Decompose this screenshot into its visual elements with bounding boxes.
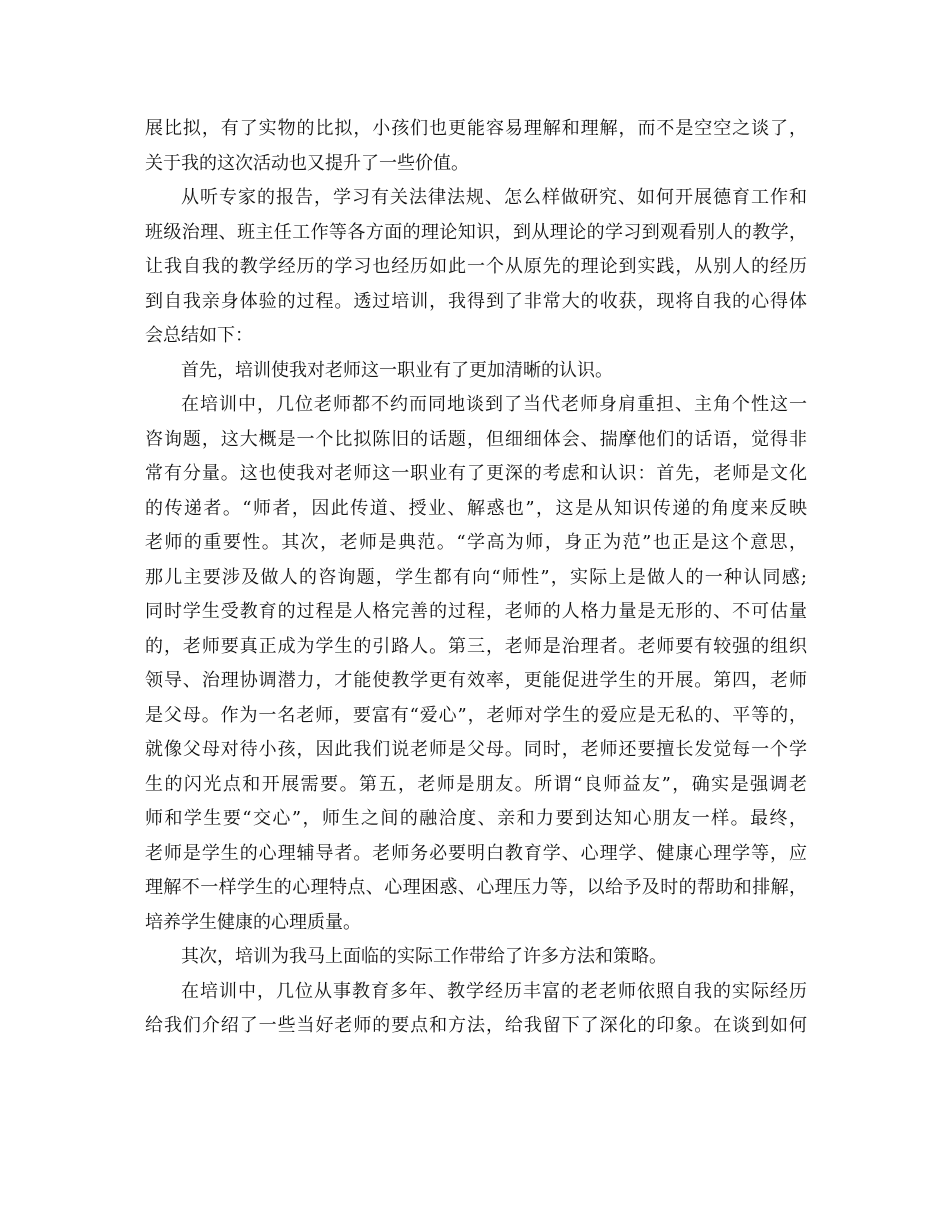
text-line: 领导、治理协调潜力，才能使教学更有效率，更能促进学生的开展。第四，老师	[145, 670, 807, 691]
text-line: 咨询题，这大概是一个比拟陈旧的话题，但细细体会、揣摩他们的话语，觉得非	[145, 428, 807, 450]
text-line: 的，老师要真正成为学生的引路人。第三，老师是治理者。老师要有较强的组织	[145, 635, 807, 657]
text-line: 展比拟，有了实物的比拟，小孩们也更能容易理解和理解，而不是空空之谈了，	[145, 118, 807, 139]
text-line: 关于我的这次活动也又提升了一些价值。	[145, 152, 469, 174]
text-line: 首先，培训使我对老师这一职业有了更加清晰的认识。	[181, 359, 613, 381]
text-line: 那儿主要涉及做人的咨询题，学生都有向“师性”，实际上是做人的一种认同感;	[145, 566, 807, 588]
text-line: 就像父母对待小孩，因此我们说老师是父母。同时，老师还要擅长发觉每一个学	[145, 739, 807, 760]
text-line: 其次，培训为我马上面临的实际工作带给了许多方法和策略。	[181, 946, 667, 967]
text-line: 老师是学生的心理辅导者。老师务必要明白教育学、心理学、健康心理学等，应	[145, 842, 807, 864]
text-line: 给我们介绍了一些当好老师的要点和方法，给我留下了深化的印象。在谈到如何	[145, 1015, 807, 1036]
text-line: 班级治理、班主任工作等各方面的理论知识，到从理论的学习到观看别人的教学，	[145, 221, 807, 243]
text-line: 同时学生受教育的过程是人格完善的过程，老师的人格力量是无形的、不可估量	[145, 601, 807, 622]
text-line: 常有分量。这也使我对老师这一职业有了更深的考虑和认识：首先，老师是文化	[145, 463, 807, 484]
text-line: 老师的重要性。其次，老师是典范。“学高为师，身正为范”也正是这个意思，	[145, 532, 807, 553]
text-line: 理解不一样学生的心理特点、心理困惑、心理压力等，以给予及时的帮助和排解，	[145, 877, 807, 898]
text-line: 培养学生健康的心理质量。	[145, 911, 361, 933]
text-line: 师和学生要“交心”，师生之间的融洽度、亲和力要到达知心朋友一样。最终，	[145, 808, 807, 829]
text-line: 从听专家的报告，学习有关法律法规、怎么样做研究、如何开展德育工作和	[181, 187, 807, 208]
text-line: 在培训中，几位从事教育多年、教学经历丰富的老老师依照自我的实际经历	[181, 980, 807, 1002]
text-line: 生的闪光点和开展需要。第五，老师是朋友。所谓“良师益友”，确实是强调老	[145, 773, 807, 795]
text-line: 是父母。作为一名老师，要富有“爱心”，老师对学生的爱应是无私的、平等的，	[145, 704, 807, 726]
text-line: 让我自我的教学经历的学习也经历如此一个从原先的理论到实践，从别人的经历	[145, 256, 807, 277]
document-body	[145, 112, 807, 1044]
text-line: 到自我亲身体验的过程。透过培训，我得到了非常大的收获，现将自我的心得体	[145, 290, 807, 312]
text-line: 的传递者。“师者，因此传道、授业、解惑也”，这是从知识传递的角度来反映	[145, 497, 807, 519]
text-line: 会总结如下：	[145, 325, 253, 346]
text-line: 在培训中，几位老师都不约而同地谈到了当代老师身肩重担、主角个性这一	[181, 394, 807, 415]
